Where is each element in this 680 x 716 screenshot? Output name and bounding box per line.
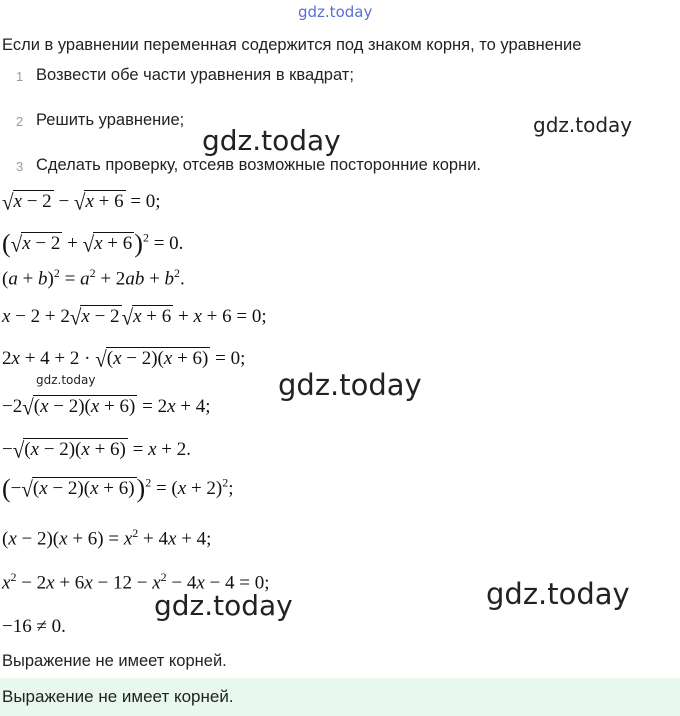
equation-line-11: −16 ≠ 0. [2,616,66,637]
step-text: Сделать проверку, отсеяв возможные посторонние корни. [36,156,482,174]
equation-line-6: −2√(x − 2)(x + 6) = 2x + 4; [2,394,211,420]
step-text: Возвести обе части уравнения в квадрат; [36,66,354,84]
equation-line-8: $(-√(x - 2)(x + 6))^2 = (x + 2)^2$; [2,474,234,503]
header-watermark: gdz.today [298,3,373,21]
intro-text: Если в уравнении переменная содержится под знаком корня, то уравнение [2,36,582,54]
equation-line-9: $(x - 2)(x + 6) = x^2 + 4x + 4$; [2,526,212,550]
answer-box [0,678,680,716]
step-number: 3 [16,159,24,174]
watermark: gdz.today [278,368,422,402]
conclusion-text: Выражение не имеет корней. [2,652,227,670]
equation-line-1: √x − 2 − √x + 6 = 0; [2,189,161,215]
equation-line-10: $x^2 - 2x + 6x - 12 - x^2 - 4x - 4 = 0$; [2,570,270,594]
equation-line-2: $(√x - 2 + √x + 6)^2 = 0$. [2,229,184,258]
step-text: Решить уравнение; [36,111,185,129]
equation-line-5: 2x + 4 + 2 · √(x − 2)(x + 6) = 0; [2,346,246,372]
watermark: gdz.today [154,589,293,622]
watermark: gdz.today [533,113,633,137]
watermark-small: gdz.today [36,373,96,387]
watermark: gdz.today [202,124,341,157]
equation-line-4: x − 2 + 2√x − 2√x + 6 + x + 6 = 0; [2,304,267,330]
step-number: 2 [16,114,24,129]
equation-line-3: $(a + b)^2 = a^2 + 2ab + b^2$. [2,266,185,290]
answer-text: Выражение не имеет корней. [2,687,234,706]
watermark: gdz.today [486,577,630,611]
step-number: 1 [16,69,24,84]
equation-line-7: −√(x − 2)(x + 6) = x + 2. [2,437,191,463]
